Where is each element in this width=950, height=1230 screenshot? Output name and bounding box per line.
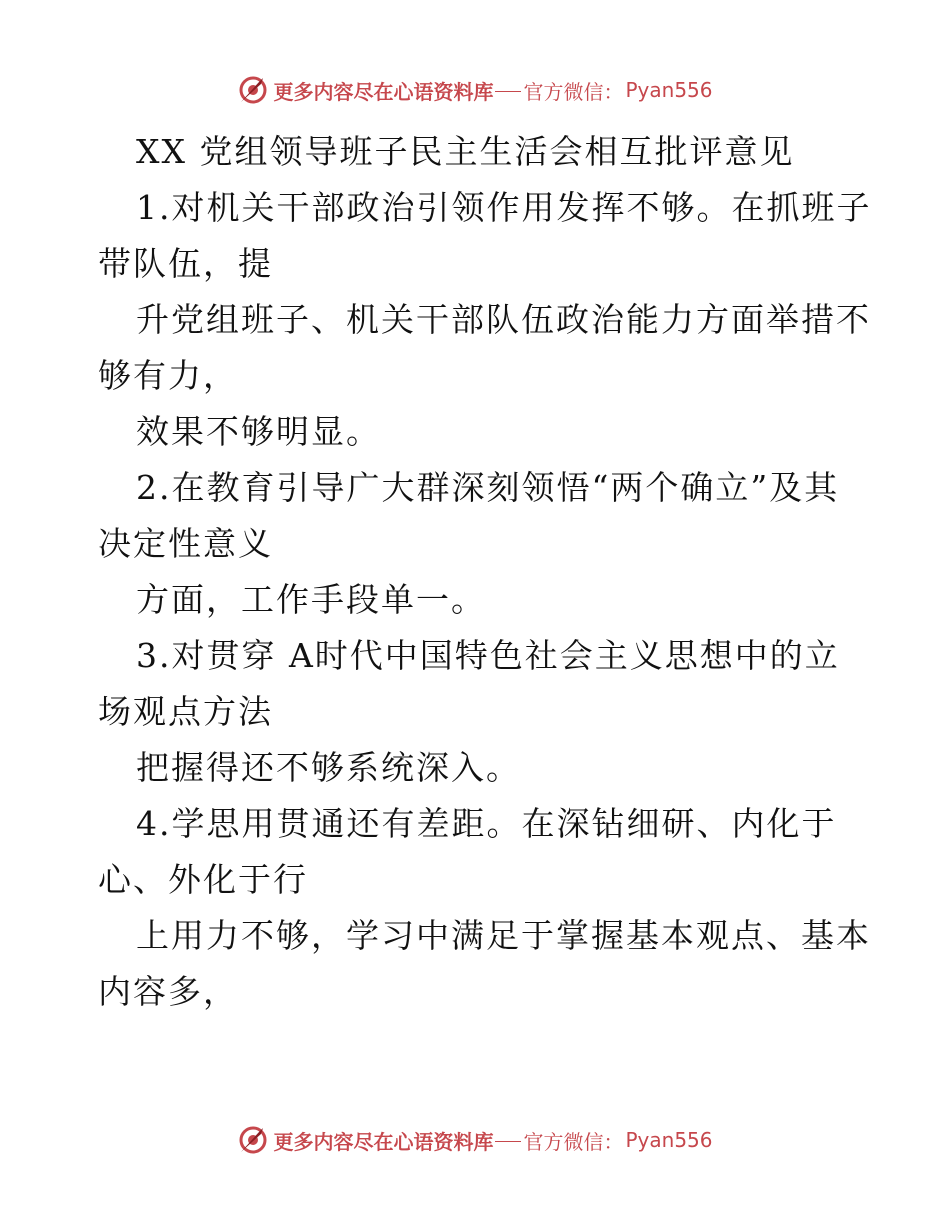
paragraph-line: 上用力不够，学习中满足于掌握基本观点、基本 xyxy=(136,916,871,955)
paragraph-line: 带队伍，提 xyxy=(98,244,273,283)
watermark-wechat-id: Pyan556 xyxy=(625,78,713,102)
paragraph-line: 方面，工作手段单一。 xyxy=(136,580,486,619)
paragraph-line: 决定性意义 xyxy=(98,524,273,563)
paragraph-line: 2.在教育引导广大群深刻领悟“两个确立”及其 xyxy=(136,468,840,507)
document-body xyxy=(98,124,872,1020)
watermark-dash xyxy=(495,1141,521,1142)
paragraph-line: 内容多， xyxy=(98,972,238,1011)
header-watermark xyxy=(0,70,950,110)
footer-watermark xyxy=(0,1120,950,1160)
watermark-wechat-id: Pyan556 xyxy=(625,1128,713,1152)
quill-logo-icon xyxy=(237,74,269,106)
paragraph-line: 够有力， xyxy=(98,356,238,395)
paragraph-line: 效果不够明显。 xyxy=(136,412,381,451)
paragraph-line: 4.学思用贯通还有差距。在深钻细研、内化于 xyxy=(136,804,837,843)
watermark-dash xyxy=(495,91,521,92)
paragraph-line: 1.对机关干部政治引领作用发挥不够。在抓班子 xyxy=(136,188,872,227)
watermark-wechat-label: 官方微信： xyxy=(523,1129,624,1154)
watermark-brand: 更多内容尽在心语资料库 xyxy=(273,79,494,104)
document-title: XX 党组领导班子民主生活会相互批评意见 xyxy=(136,132,795,171)
paragraph-line: 心、外化于行 xyxy=(98,860,308,899)
watermark-wechat-label: 官方微信： xyxy=(523,79,624,104)
paragraph-line: 把握得还不够系统深入。 xyxy=(136,748,521,787)
paragraph-line: 升党组班子、机关干部队伍政治能力方面举措不 xyxy=(136,300,871,339)
quill-logo-icon xyxy=(237,1124,269,1156)
paragraph-line: 场观点方法 xyxy=(98,692,273,731)
watermark-brand: 更多内容尽在心语资料库 xyxy=(273,1129,494,1154)
paragraph-line: 3.对贯穿 A时代中国特色社会主义思想中的立 xyxy=(136,636,840,675)
